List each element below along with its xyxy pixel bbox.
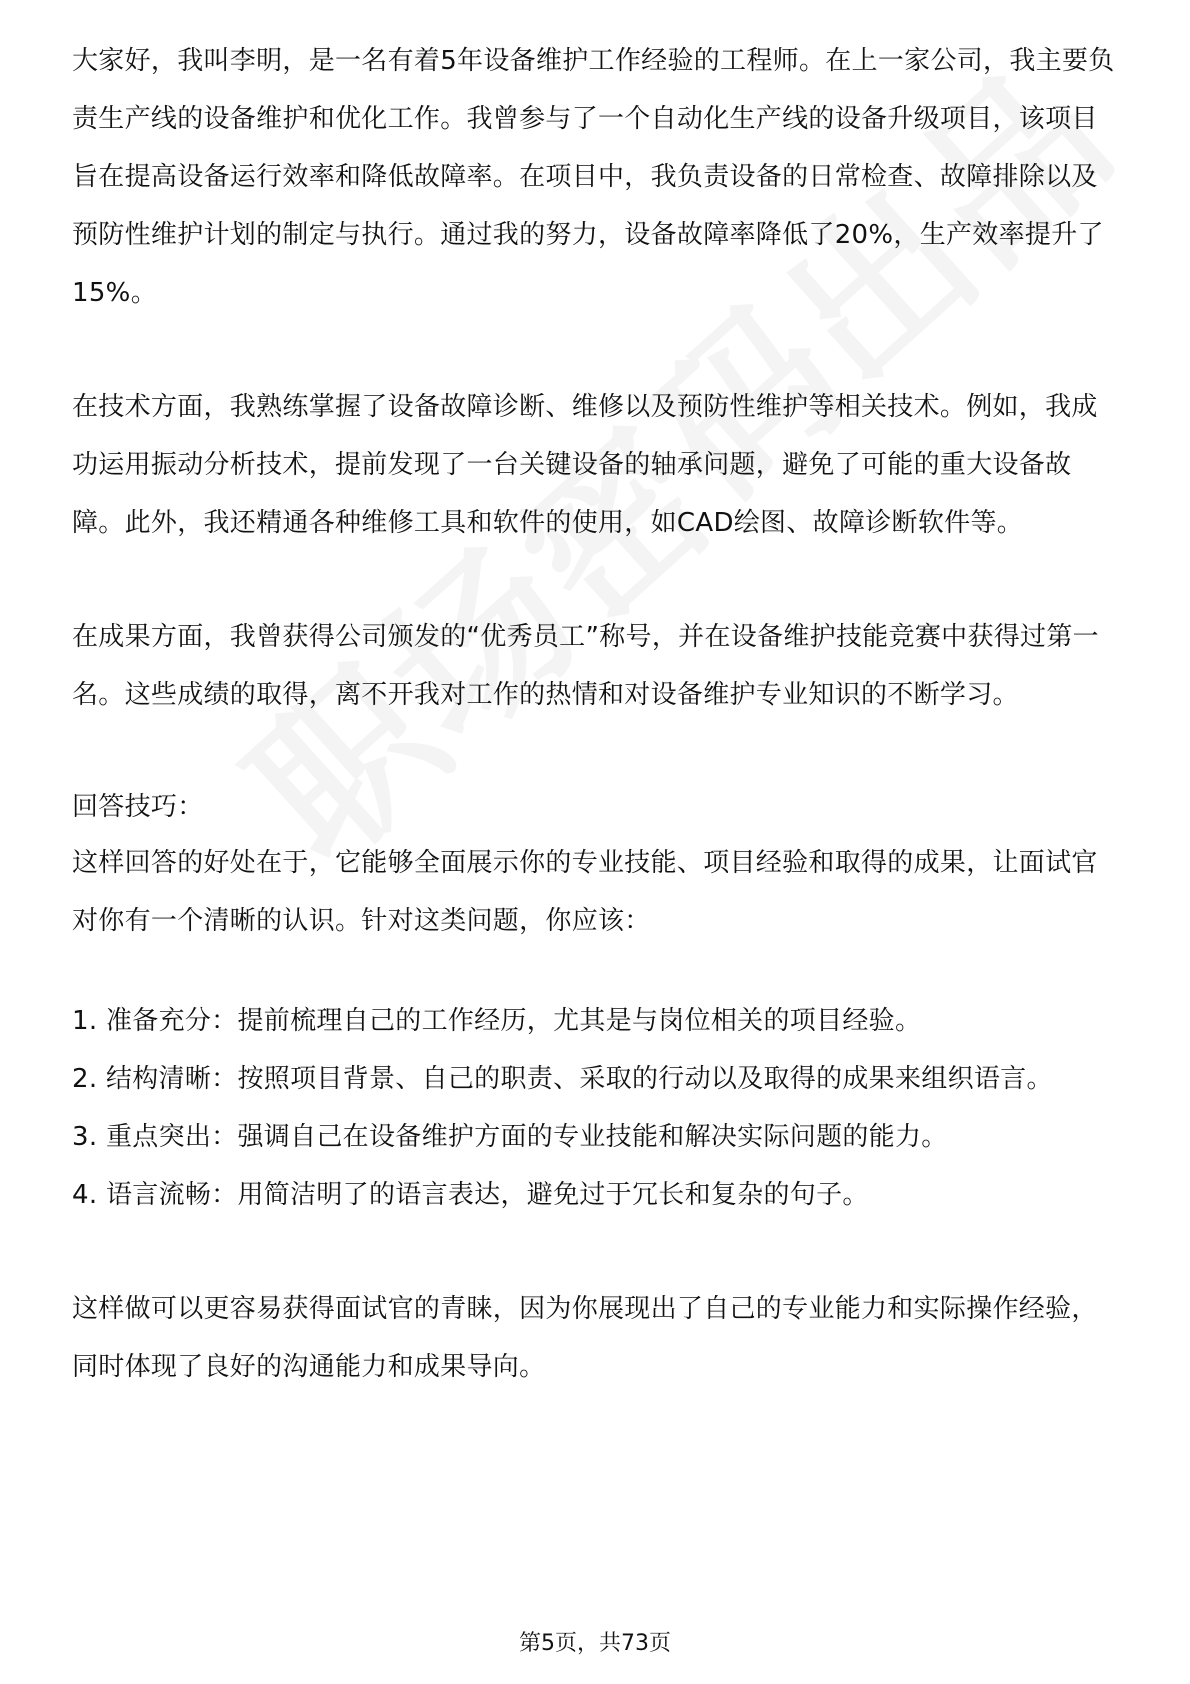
tips-intro: 这样回答的好处在于，它能够全面展示你的专业技能、项目经验和取得的成果，让面试官对你有一个清晰的认识。针对这类问题，你应该：: [72, 848, 1098, 936]
paragraph-closing: 这样做可以更容易获得面试官的青睐，因为你展现出了自己的专业能力和实际操作经验，同时体现了良好的沟通能力和成果导向。: [72, 1294, 1098, 1382]
paragraph-achievements: 在成果方面，我曾获得公司颁发的“优秀员工”称号，并在设备维护技能竞赛中获得过第一名。这些成绩的取得，离不开我对工作的热情和对设备维护专业知识的不断学习。: [72, 622, 1099, 710]
page-content: [72, 32, 1122, 1396]
tips-heading: 回答技巧：: [72, 792, 204, 822]
tips-list-item: 2. 结构清晰：按照项目背景、自己的职责、采取的行动以及取得的成果来组织语言。: [72, 1064, 1053, 1094]
tips-list-item: 1. 准备充分：提前梳理自己的工作经历，尤其是与岗位相关的项目经验。: [72, 1006, 922, 1036]
tips-list: [72, 992, 1122, 1224]
paragraph-self-intro: 大家好，我叫李明，是一名有着5年设备维护工作经验的工程师。在上一家公司，我主要负责生产线的设备维护和优化工作。我曾参与了一个自动化生产线的设备升级项目，该项目旨在提高设备运行效率和降低故障率。在项目中，我负责设备的日常检查、故障排除以及预防性维护计划的制定与执行。通过我的努力，设备故障率降低了20%，生产效率提升了15%。: [72, 46, 1115, 308]
tips-list-item: 3. 重点突出：强调自己在设备维护方面的专业技能和解决实际问题的能力。: [72, 1122, 948, 1152]
paragraph-technical-skills: 在技术方面，我熟练掌握了设备故障诊断、维修以及预防性维护等相关技术。例如，我成功运用振动分析技术，提前发现了一台关键设备的轴承问题，避免了可能的重大设备故障。此外，我还精通各种维修工具和软件的使用，如CAD绘图、故障诊断软件等。: [72, 392, 1098, 538]
page-number: 第5页，共73页: [519, 1631, 671, 1656]
tips-list-item: 4. 语言流畅：用简洁明了的语言表达，避免过于冗长和复杂的句子。: [72, 1180, 869, 1210]
